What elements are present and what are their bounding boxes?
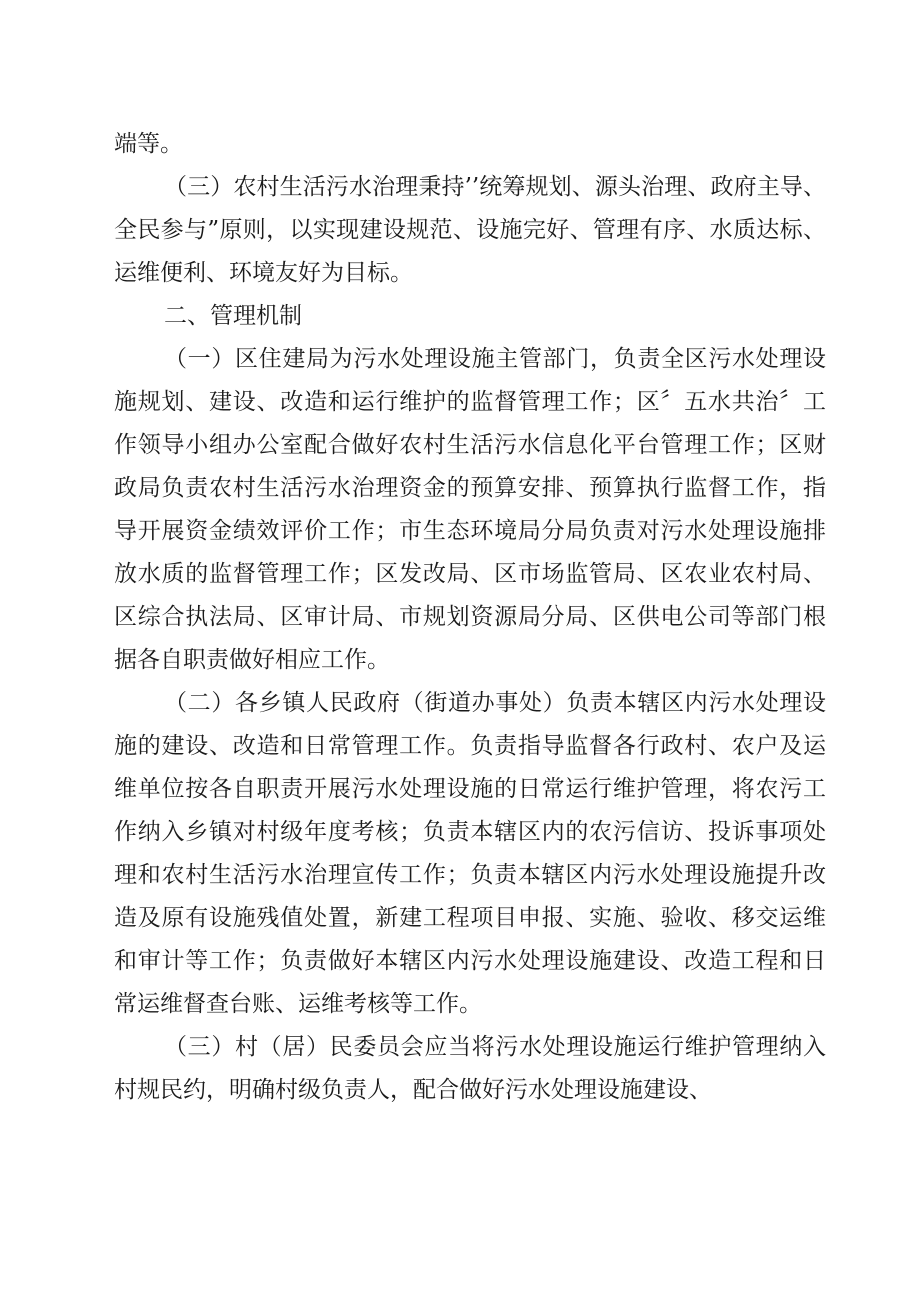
paragraph-district-duties: （一）区住建局为污水处理设施主管部门，负责全区污水处理设施规划、建设、改造和运行维护的监督管理工作；区〞五水共治〞工作领导小组办公室配合做好农村生活污水信息化平台管理工作；区财政局负责农村生活污水治理资金的预算安排、预算执行监督工作，指导开展资金绩效评价工作；市生态环境局分局负责对污水处理设施排放水质的监督管理工作；区发改局、区市场监管局、区农业农村局、区综合执法局、区审计局、市规划资源局分局、区供电公司等部门根据各自职责做好相应工作。 — [114, 346, 826, 673]
paragraph-township-duties: （二）各乡镇人民政府（街道办事处）负责本辖区内污水处理设施的建设、改造和日常管理工作。负责指导监督各行政村、农户及运维单位按各自职责开展污水处理设施的日常运行维护管理，将农污工作纳入乡镇对村级年度考核；负责本辖区内的农污信访、投诉事项处理和农村生活污水治理宣传工作；负责本辖区内污水处理设施提升改造及原有设施残值处置，新建工程项目申报、实施、验收、移交运维和审计等工作；负责做好本辖区内污水处理设施建设、改造工程和日常运维督查台账、运维考核等工作。 — [114, 690, 826, 1017]
body-text — [114, 123, 826, 1112]
paragraph-principles: （三）农村生活污水治理秉持’’统筹规划、源头治理、政府主导、全民参与”原则，以实现建设规范、设施完好、管理有序、水质达标、运维便利、环境友好为目标。 — [114, 174, 826, 286]
paragraph-continuation: 端等。 — [114, 131, 183, 157]
section-heading-management: 二、管理机制 — [164, 303, 302, 329]
paragraph-village-duties: （三）村（居）民委员会应当将污水处理设施运行维护管理纳入村规民约，明确村级负责人，配合做好污水处理设施建设、 — [114, 1034, 826, 1103]
